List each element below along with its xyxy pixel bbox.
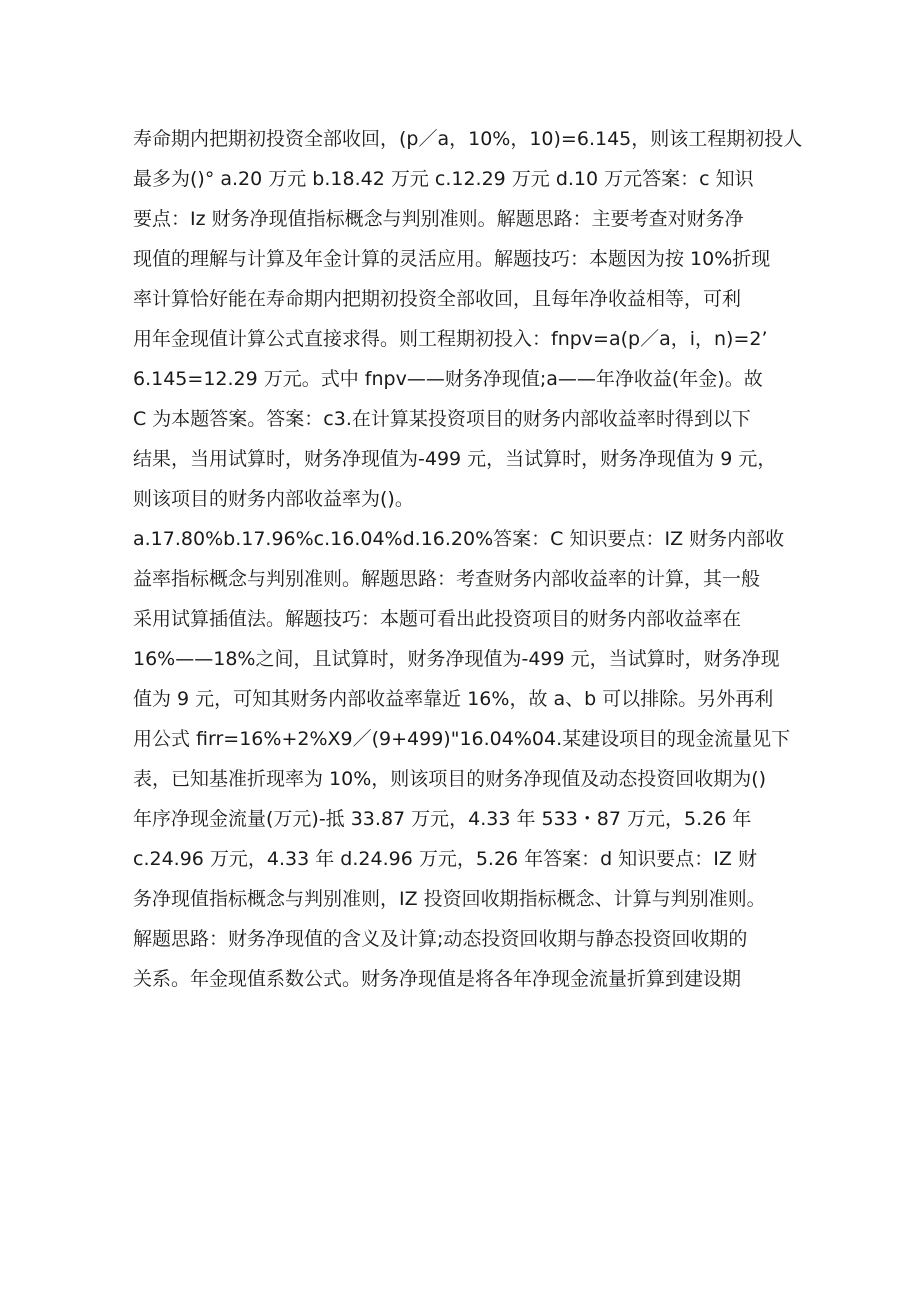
text-line: 解题思路：财务净现值的含义及计算;动态投资回收期与静态投资回收期的 — [133, 928, 748, 950]
text-line: 6.145=12.29 万元。式中 fnpv——财务净现值;a——年净收益(年金)。故 — [133, 368, 763, 390]
text-line: 关系。年金现值系数公式。财务净现值是将各年净现金流量折算到建设期 — [133, 968, 742, 990]
text-line: 现值的理解与计算及年金计算的灵活应用。解题技巧：本题因为按 10%折现 — [133, 248, 771, 270]
text-line: a.17.80%b.17.96%c.16.04%d.16.20%答案：C 知识要点：IZ 财务内部收 — [133, 528, 785, 550]
text-line: c.24.96 万元，4.33 年 d.24.96 万元，5.26 年答案：d 知识要点：IZ 财 — [133, 848, 757, 870]
text-line: 16%——18%之间，且试算时，财务净现值为-499 元，当试算时，财务净现 — [133, 648, 780, 670]
text-line: 要点：Iz 财务净现值指标概念与判别准则。解题思路：主要考查对财务净 — [133, 208, 744, 230]
text-line: 务净现值指标概念与判别准则，IZ 投资回收期指标概念、计算与判别准则。 — [133, 888, 766, 910]
text-line: 率计算恰好能在寿命期内把期初投资全部收回，且每年净收益相等，可利 — [133, 288, 742, 310]
text-line: C 为本题答案。答案：c3.在计算某投资项目的财务内部收益率时得到以下 — [133, 408, 751, 430]
text-line: 采用试算插值法。解题技巧：本题可看出此投资项目的财务内部收益率在 — [133, 608, 742, 630]
text-line: 值为 9 元，可知其财务内部收益率靠近 16%，故 a、b 可以排除。另外再利 — [133, 688, 774, 710]
text-line: 用公式 firr=16%+2%X9／(9+499)"16.04%04.某建设项目的现金流量见下 — [133, 728, 791, 750]
text-line: 益率指标概念与判别准则。解题思路：考查财务内部收益率的计算，其一般 — [133, 568, 761, 590]
text-line: 结果，当用试算时，财务净现值为-499 元，当试算时，财务净现值为 9 元， — [133, 448, 777, 470]
text-line: 则该项目的财务内部收益率为()。 — [133, 488, 414, 510]
text-line: 年序净现金流量(万元)-抵 33.87 万元，4.33 年 533・87 万元，5.26 年 — [133, 808, 752, 830]
text-line: 寿命期内把期初投资全部收回，(p／a，10%，10)=6.145，则该工程期初投人 — [133, 128, 803, 150]
text-line: 表，已知基准折现率为 10%，则该项目的财务净现值及动态投资回收期为() — [133, 768, 767, 790]
text-line: 最多为()° a.20 万元 b.18.42 万元 c.12.29 万元 d.10 万元答案：c 知识 — [133, 168, 754, 190]
text-line: 用年金现值计算公式直接求得。则工程期初投入：fnpv=a(p／a，i，n)=2’ — [133, 328, 768, 350]
body-text — [133, 119, 813, 999]
